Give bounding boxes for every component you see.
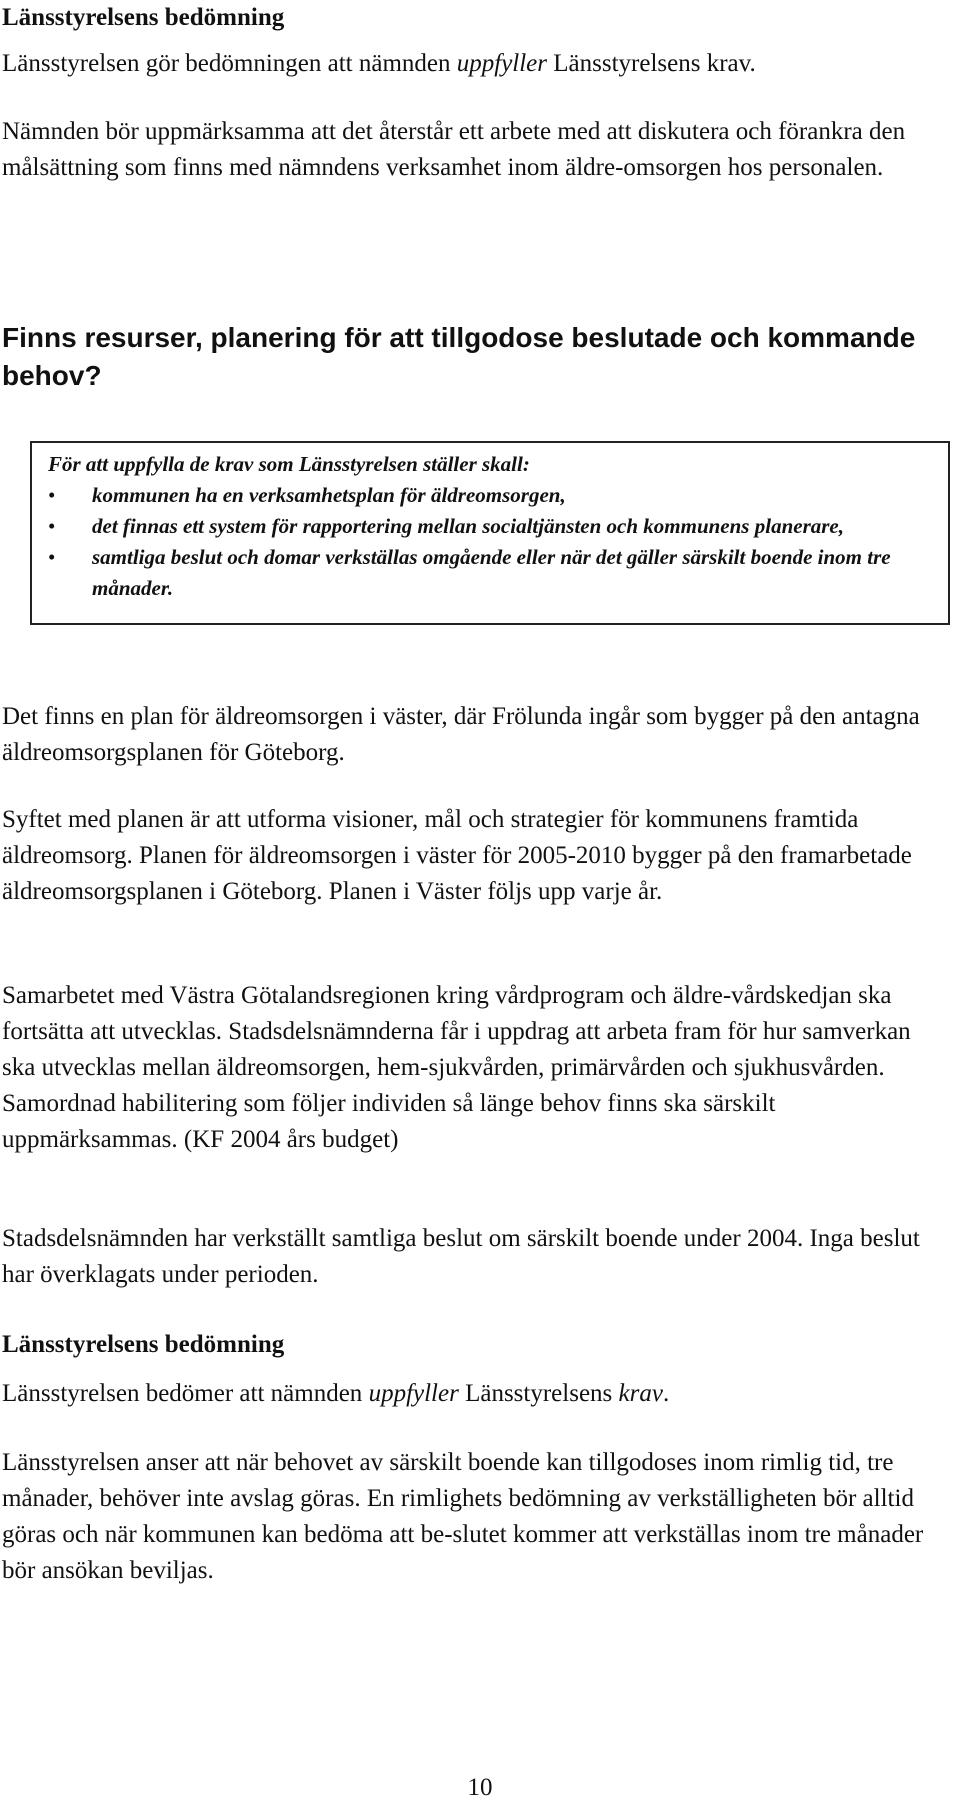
- section-heading-assessment-1: Länsstyrelsens bedömning: [2, 4, 285, 31]
- assessment-1-recommendation: Nämnden bör uppmärksamma att det återstår ett arbete med att diskutera och förankra den målsättning som finns med nämndens verksamhet inom äldre-omsorgen hos personalen.: [2, 118, 906, 181]
- plan-paragraph: Det finns en plan för äldreomsorgen i väster, där Frölunda ingår som bygger på den antagna äldreomsorgsplanen för Göteborg.: [2, 703, 920, 766]
- assessment-2-text-c: .: [662, 1380, 670, 1407]
- assessment-2-emphasis-2: krav: [618, 1380, 663, 1407]
- requirement-item: [48, 511, 934, 542]
- assessment-1-emphasis: uppfyller: [456, 50, 548, 77]
- decisions-paragraph: Stadsdelsnämnden har verkställt samtliga beslut om särskilt boende under 2004. Inga beslut har överklagats under perioden.: [2, 1225, 920, 1288]
- requirements-list: [48, 480, 934, 604]
- bullet-icon: •: [48, 514, 56, 538]
- requirement-text: samtliga beslut och domar verkställas omgående eller när det gäller särskilt boende inom tre månader.: [92, 545, 891, 600]
- requirements-intro: För att uppfylla de krav som Länsstyrelsen ställer skall:: [48, 452, 530, 476]
- requirement-item: [48, 480, 934, 511]
- assessment-1-text-b: Länsstyrelsens krav.: [547, 50, 756, 77]
- bullet-icon: •: [48, 545, 56, 569]
- requirement-item: [48, 542, 934, 604]
- assessment-2-text-a: Länsstyrelsen bedömer att nämnden: [2, 1380, 369, 1407]
- requirements-box: [30, 441, 950, 625]
- section-heading-resources: Finns resurser, planering för att tillgodose beslutade och kommande behov?: [2, 322, 916, 391]
- assessment-2-statement: [2, 1376, 942, 1412]
- requirement-text: det finnas ett system för rapportering mellan socialtjänsten och kommunens planerare,: [92, 514, 844, 538]
- requirement-text: kommunen ha en verksamhetsplan för äldreomsorgen,: [92, 483, 566, 507]
- section-heading-assessment-2: Länsstyrelsens bedömning: [2, 1331, 285, 1358]
- assessment-2-text-b: Länsstyrelsens: [458, 1380, 619, 1407]
- assessment-1-text-a: Länsstyrelsen gör bedömningen att nämnden: [2, 50, 457, 77]
- purpose-paragraph: Syftet med planen är att utforma visioner, mål och strategier för kommunens framtida äldreomsorg. Planen för äldreomsorgen i väster för 2005-2010 bygger på den framarbetade äldreomsorgsplanen i Göteborg. Planen i Väster följs upp varje år.: [2, 806, 912, 905]
- assessment-1-statement: [2, 46, 942, 82]
- cooperation-paragraph: Samarbetet med Västra Götalandsregionen kring vårdprogram och äldre-vårdskedjan ska fortsätta att utvecklas. Stadsdelsnämnderna får i uppdrag att arbeta fram för hur samverkan ska utvecklas mellan äldreomsorgen, hem-sjukvården, primärvården och sjukhusvården. Samordnad habilitering som följer individen så länge behov finns ska särskilt uppmärksammas. (KF 2004 års budget): [2, 982, 911, 1153]
- assessment-2-emphasis: uppfyller: [368, 1380, 459, 1407]
- assessment-2-motivation: Länsstyrelsen anser att när behovet av särskilt boende kan tillgodoses inom rimlig tid, tre månader, behöver inte avslag göras. En rimlighets bedömning av verkställigheten bör alltid göras och när kommunen kan bedöma att be-slutet kommer att verkställas inom tre månader bör ansökan beviljas.: [2, 1449, 924, 1584]
- bullet-icon: •: [48, 483, 56, 507]
- page-number: 10: [467, 1774, 493, 1801]
